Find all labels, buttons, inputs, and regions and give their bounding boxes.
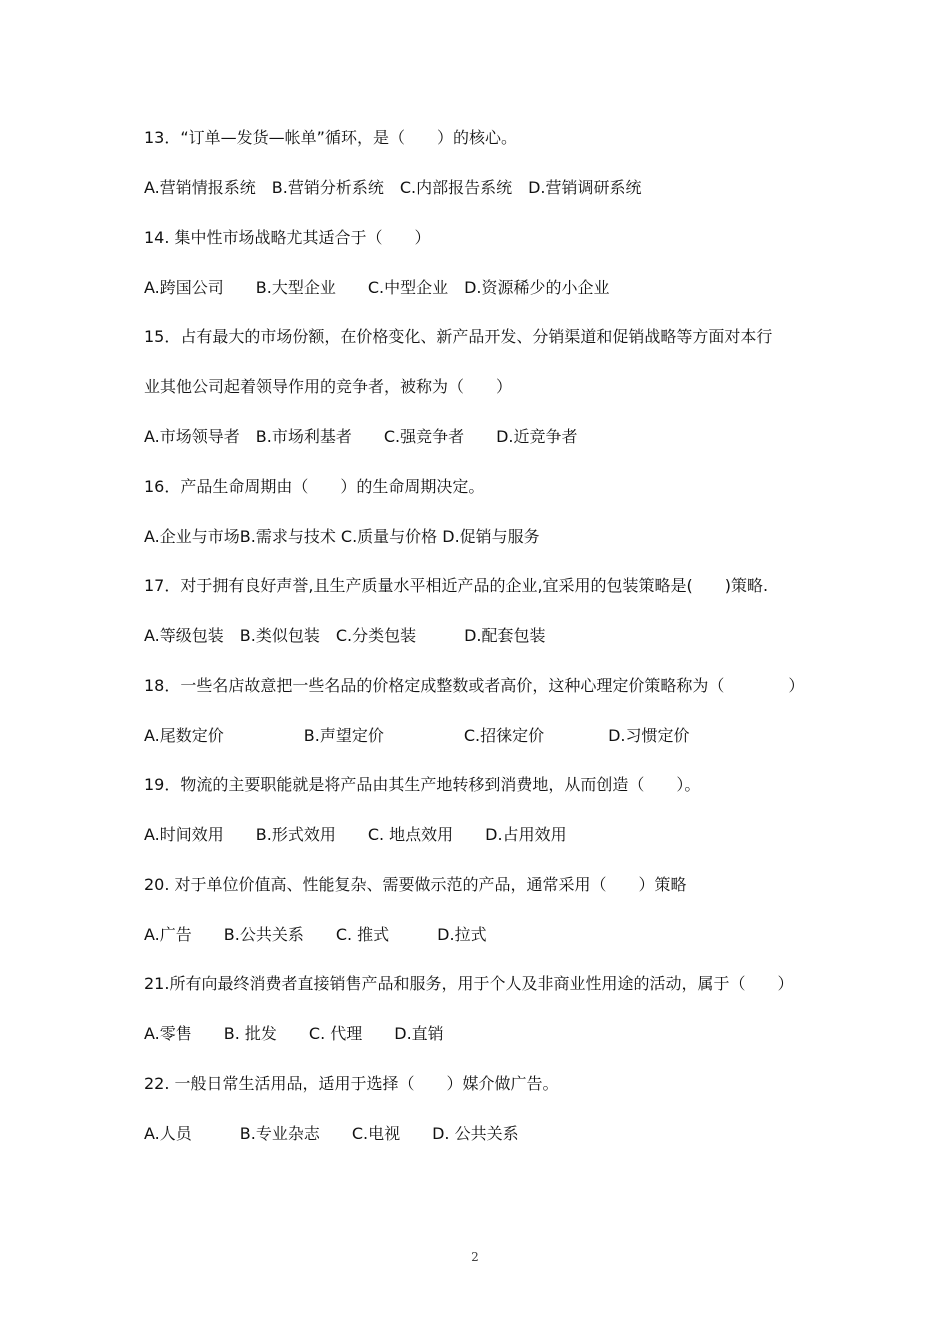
question-21-options: A.零售 B. 批发 C. 代理 D.直销 (144, 1024, 444, 1043)
question-13-options: A.营销情报系统 B.营销分析系统 C.内部报告系统 D.营销调研系统 (144, 178, 642, 197)
question-17-options: A.等级包装 B.类似包装 C.分类包装 D.配套包装 (144, 626, 546, 645)
question-16-options: A.企业与市场B.需求与技术 C.质量与价格 D.促销与服务 (144, 527, 540, 546)
question-21: 21.所有向最终消费者直接销售产品和服务，用于个人及非商业性用途的活动，属于（ ） (144, 974, 794, 993)
question-14-options: A.跨国公司 B.大型企业 C.中型企业 D.资源稀少的小企业 (144, 278, 610, 297)
question-18-options: A.尾数定价 B.声望定价 C.招徕定价 D.习惯定价 (144, 726, 690, 745)
question-19-options: A.时间效用 B.形式效用 C. 地点效用 D.占用效用 (144, 825, 567, 844)
question-22: 22. 一般日常生活用品，适用于选择（ ）媒介做广告。 (144, 1074, 559, 1093)
question-16: 16．产品生命周期由（ ）的生命周期决定。 (144, 477, 485, 496)
question-15-line-2: 业其他公司起着领导作用的竞争者，被称为（ ） (144, 377, 513, 396)
question-14: 14. 集中性市场战略尤其适合于（ ） (144, 228, 431, 247)
question-22-options: A.人员 B.专业杂志 C.电视 D. 公共关系 (144, 1124, 519, 1143)
question-17: 17．对于拥有良好声誉,且生产质量水平相近产品的企业,宜采用的包装策略是( )策略. (144, 576, 769, 595)
question-18: 18．一些名店故意把一些名品的价格定成整数或者高价，这种心理定价策略称为（ ） (144, 676, 805, 695)
question-15-options: A.市场领导者 B.市场利基者 C.强竞争者 D.近竞争者 (144, 427, 578, 446)
question-13: 13．“订单—发货—帐单”循环，是（ ）的核心。 (144, 128, 517, 147)
question-20: 20. 对于单位价值高、性能复杂、需要做示范的产品，通常采用（ ）策略 (144, 875, 687, 894)
question-19: 19．物流的主要职能就是将产品由其生产地转移到消费地，从而创造（ ）。 (144, 775, 701, 794)
page-number: 2 (471, 1250, 479, 1264)
question-20-options: A.广告 B.公共关系 C. 推式 D.拉式 (144, 925, 487, 944)
question-15-line-1: 15．占有最大的市场份额，在价格变化、新产品开发、分销渠道和促销战略等方面对本行 (144, 327, 773, 346)
